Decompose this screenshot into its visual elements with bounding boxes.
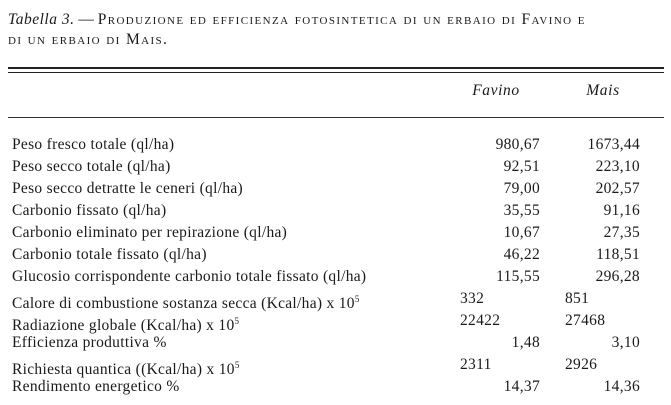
table-row xyxy=(8,376,664,398)
row-label: Carbonio eliminato per repirazione (ql/ha) xyxy=(12,224,288,241)
value-mais: 91,16 xyxy=(603,202,640,219)
value-favino: 92,51 xyxy=(503,158,540,175)
value-mais: 851 xyxy=(565,290,590,307)
value-mais: 14,36 xyxy=(603,378,640,395)
row-label: Efficienza produttiva % xyxy=(12,334,167,351)
row-label: Richiesta quantica ((Kcal/ha) x $10^5$ xyxy=(12,360,240,379)
table-row xyxy=(8,200,664,222)
table-row xyxy=(8,310,664,335)
row-label: Radiazione globale (Kcal/ha) x $10^5$ xyxy=(12,316,240,335)
header-rule xyxy=(8,117,664,118)
row-label: Carbonio fissato (ql/ha) xyxy=(12,202,167,219)
row-label: Peso secco detratte le ceneri (ql/ha) xyxy=(12,180,244,197)
row-label: Rendimento energetico % xyxy=(12,378,180,395)
table-row xyxy=(8,354,664,379)
value-favino: 10,67 xyxy=(503,224,540,241)
row-label-exponent: 5 xyxy=(234,316,240,326)
value-favino: 980,67 xyxy=(495,136,540,153)
value-mais: 223,10 xyxy=(595,158,640,175)
top-rule-thin xyxy=(8,72,664,73)
caption-dash: — xyxy=(78,11,94,28)
value-mais: 1673,44 xyxy=(587,136,640,153)
value-mais: 118,51 xyxy=(596,246,640,263)
row-label: Carbonio totale fissato (ql/ha) xyxy=(12,246,207,263)
table-row xyxy=(8,222,664,244)
value-favino: 115,55 xyxy=(496,268,540,285)
table-row xyxy=(8,288,664,313)
column-header-favino: Favino xyxy=(472,82,520,99)
table-row xyxy=(8,134,664,156)
value-mais: 3,10 xyxy=(611,334,640,351)
value-favino: 2311 xyxy=(460,356,492,373)
value-favino: 79,00 xyxy=(503,180,540,197)
caption-title-line1: Produzione ed efficienza fotosintetica di un erbaio di Favino e xyxy=(97,11,586,28)
value-mais: 2926 xyxy=(565,356,598,373)
table-number: Tabella 3. xyxy=(8,11,75,28)
column-header-mais: Mais xyxy=(586,82,620,99)
value-favino: 35,55 xyxy=(503,202,540,219)
value-favino: 46,22 xyxy=(503,246,540,263)
row-label: Glucosio corrispondente carbonio totale fissato (ql/ha) xyxy=(12,268,367,285)
row-label: Peso secco totale (ql/ha) xyxy=(12,158,171,175)
row-label: Peso fresco totale (ql/ha) xyxy=(12,136,175,153)
table-row xyxy=(8,266,664,288)
row-label-exponent: 5 xyxy=(354,294,360,304)
row-label: Calore di combustione sostanza secca (Kcal/ha) x $10^5$ xyxy=(12,294,360,313)
caption-title-line2: di un erbaio di Mais. xyxy=(8,31,169,48)
table-row xyxy=(8,244,664,266)
table-body xyxy=(8,134,664,398)
table-row xyxy=(8,178,664,200)
table-row xyxy=(8,156,664,178)
value-mais: 27468 xyxy=(565,312,606,329)
table-caption xyxy=(8,10,663,50)
value-mais: 296,28 xyxy=(595,268,640,285)
value-favino: 14,37 xyxy=(503,378,540,395)
value-mais: 202,57 xyxy=(595,180,640,197)
value-favino: 22422 xyxy=(460,312,501,329)
table-row xyxy=(8,332,664,354)
value-mais: 27,35 xyxy=(603,224,640,241)
row-label-exponent: 5 xyxy=(234,360,240,370)
value-favino: 1,48 xyxy=(511,334,540,351)
value-favino: 332 xyxy=(460,290,485,307)
top-rule-thick xyxy=(8,67,664,69)
